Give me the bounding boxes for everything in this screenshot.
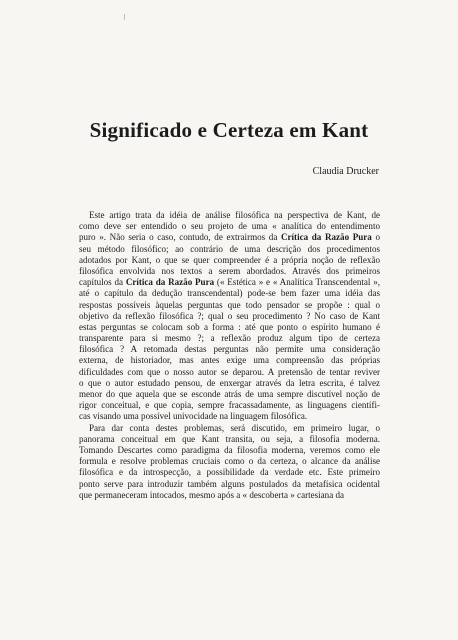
- text-line: [79, 333, 380, 344]
- text-run: panorama conceitual em que Kant transita, ou seja, a filosofia moderna.: [79, 433, 380, 444]
- text-line: [79, 434, 380, 445]
- text-line: [79, 378, 380, 389]
- text-line: [79, 300, 380, 311]
- text-run: externa, de historiador, mas antes exige uma compreensão das próprias: [79, 355, 380, 366]
- author-name: Claudia Drucker: [312, 166, 379, 177]
- text-line: [79, 355, 380, 366]
- text-run: que permaneceram intocados, mesmo após a « descoberta » cartesiana da: [79, 489, 345, 500]
- text-run: como deve ser entendido o seu projeto de uma « analítica do entendimento: [79, 221, 380, 232]
- text-run: o: [371, 232, 380, 243]
- text-run: ponto serve para introduzir também alguns postulados da metafísica ocidental: [79, 478, 380, 489]
- text-line: [79, 221, 380, 232]
- text-line: [79, 244, 380, 255]
- text-run: transparente para si mesmo ?; a reflexão produz algum tipo de certeza: [79, 333, 380, 344]
- paragraph: [79, 210, 380, 423]
- text-run: o que o autor estudado pensou, de enxergar através da letra escrita, é talvez: [79, 377, 380, 388]
- text-line: [79, 367, 380, 378]
- text-line: [79, 322, 380, 333]
- text-run: formula e resolve problemas cruciais como o da certeza, o alcance da análise: [79, 456, 380, 467]
- text-run: respostas possíveis àquelas perguntas que todo pensador se propõe : qual o: [79, 299, 380, 310]
- text-line: [79, 389, 380, 400]
- text-run: Tomando Descartes como paradigma da filosofia moderna, veremos como ele: [79, 444, 380, 455]
- paragraph: [79, 423, 380, 501]
- text-line: [79, 490, 380, 501]
- text-run: capítulos da: [79, 277, 126, 288]
- text-run: Este artigo trata da idéia de análise filosófica na perspectiva de Kant, de: [89, 210, 380, 220]
- text-line: [79, 266, 380, 277]
- text-line: [79, 456, 380, 467]
- text-line: [79, 479, 380, 490]
- text-run: puro ». Não seria o caso, contudo, de extrairmos da: [79, 232, 281, 243]
- text-line: [79, 232, 380, 243]
- text-line: [79, 277, 380, 288]
- text-line: [79, 445, 380, 456]
- text-line: [79, 255, 380, 266]
- text-run: filosófica e da introspecção, a possibilidade da verdade etc. Este primeiro: [79, 467, 380, 478]
- scan-speck: [124, 14, 125, 20]
- text-run: dificuldades com que o nosso autor se deparou. A pretensão de tentar reviver: [79, 366, 380, 377]
- book-title: Crítica da Razão Pura: [281, 232, 372, 243]
- text-run: cas visando uma possível univocidade na linguagem filosófica.: [79, 411, 308, 422]
- text-line: [79, 210, 380, 221]
- text-run: objetivo da reflexão filosófica ?; qual o seu procedimento ? No caso de Kant: [79, 310, 380, 321]
- text-run: Para dar conta destes problemas, será discutido, em primeiro lugar, o: [89, 422, 380, 433]
- text-line: [79, 467, 380, 478]
- article-title: Significado e Certeza em Kant: [89, 118, 369, 142]
- text-run: filosófica envolvida nos textos a serem abordados. Através dos primeiros: [79, 265, 380, 276]
- text-run: filosófica ? A retomada destas perguntas não permite uma consideração: [79, 344, 380, 355]
- text-run: menor do que aquela que se esconde atrás de uma sempre discutível noção de: [79, 389, 380, 399]
- text-run: até o capítulo da dedução transcendental) pode-se bem fazer uma idéia das: [79, 288, 380, 299]
- text-line: [79, 411, 380, 422]
- text-run: estas perguntas se colocam sob a forma : até que ponto o espírito humano é: [79, 321, 380, 332]
- article-body: [79, 210, 380, 501]
- text-line: [79, 288, 380, 299]
- text-run: seu método filosófico; ao contrário de uma descrição dos procedimentos: [79, 243, 380, 254]
- text-line: [79, 344, 380, 355]
- text-run: adotados por Kant, o que se quer compreender é a própria noção de reflexão: [79, 254, 380, 265]
- text-line: [79, 400, 380, 411]
- text-line: [79, 311, 380, 322]
- book-title: Crítica da Razão Pura: [125, 277, 215, 288]
- text-run: rigor conceitual, e que copia, sempre fracassadamente, as linguagens científi-: [79, 400, 380, 411]
- text-run: (« Estética » e « Analítica Transcendental »,: [214, 277, 380, 288]
- text-line: [79, 423, 380, 434]
